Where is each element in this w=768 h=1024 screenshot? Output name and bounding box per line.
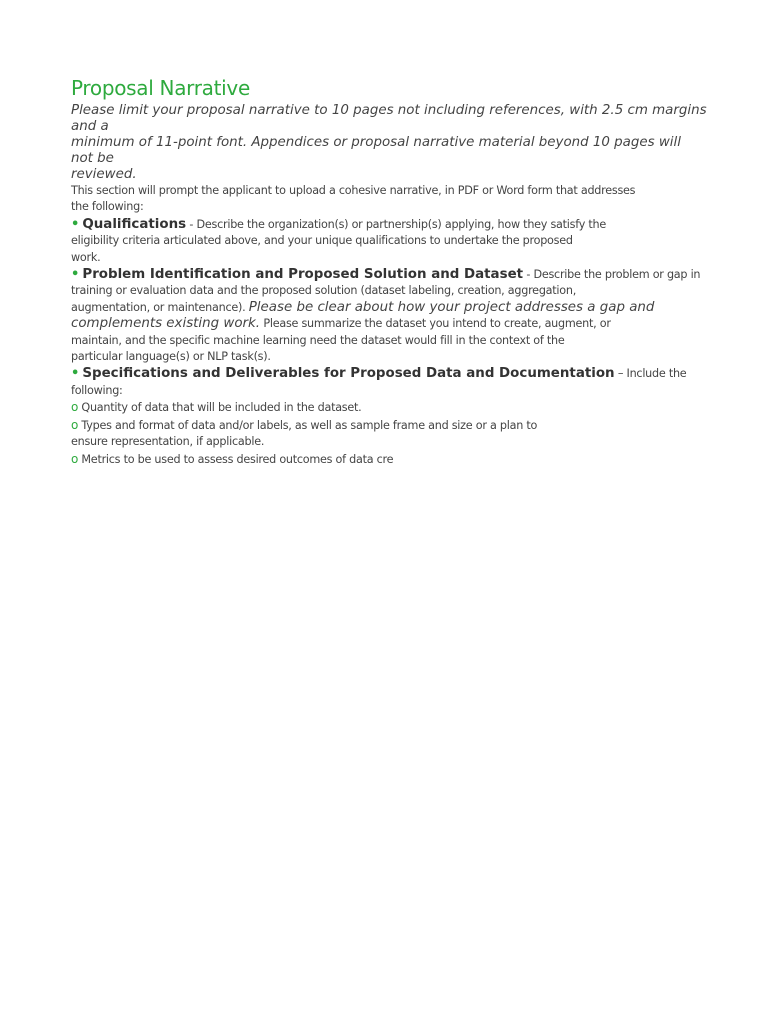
sub-list-item (71, 417, 701, 434)
sub-item-text: Metrics to be used to assess desired outcomes of data cre (81, 452, 394, 466)
intro-line: Please limit your proposal narrative to 10 pages not including references, with 2.5 cm margins (71, 103, 707, 118)
section-body (71, 183, 701, 468)
bullet-text: - Describe the problem or gap in (523, 268, 701, 282)
bullet-text-line: particular language(s) or NLP task(s). (71, 350, 271, 364)
sub-bullet-marker: o (71, 417, 79, 432)
bullet-text: Please summarize the dataset you intend to create, augment, or (260, 317, 611, 331)
bullet-emphasis: complements existing work. (71, 316, 261, 332)
bullet-text-line: training or evaluation data and the proposed solution (dataset labeling, creation, aggregation, (71, 284, 577, 298)
bullet-text: - Describe the organization(s) or partnership(s) applying, how they satisfy the (186, 217, 606, 231)
bullet-text-line (71, 316, 701, 332)
bullet-heading: Qualifications (82, 216, 187, 232)
bullet-text-line: eligibility criteria articulated above, and your unique qualifications to undertake the proposed (71, 234, 573, 248)
bullet-item-qualifications (71, 217, 701, 233)
sub-item-text: Quantity of data that will be included in the dataset. (81, 401, 362, 415)
intro-line: not be (71, 151, 114, 166)
bullet-text: – Include the (614, 367, 687, 381)
sub-item-text: Types and format of data and/or labels, as well as sample frame and size or a plan to (81, 418, 538, 432)
intro-line: reviewed. (71, 167, 137, 182)
bullet-text: augmentation, or maintenance). (71, 300, 249, 314)
sub-bullet-marker: o (71, 400, 79, 415)
bullet-heading: Problem Identification and Proposed Solution and Dataset (82, 267, 524, 283)
sub-list-item (71, 451, 701, 468)
bullet-text-line (71, 300, 701, 316)
bullet-heading: Specifications and Deliverables for Proposed Data and Documentation (82, 366, 615, 382)
bullet-marker: • (71, 216, 80, 232)
document-page (71, 76, 707, 468)
sub-item-text-line: ensure representation, if applicable. (71, 435, 265, 449)
bullet-emphasis: Please be clear about how your project addresses a gap and (248, 299, 655, 315)
bullet-text-line: work. (71, 250, 101, 264)
intro-paragraph (71, 103, 707, 183)
bullet-marker: • (71, 366, 80, 382)
page-title: Proposal Narrative (71, 76, 250, 100)
bullet-marker: • (71, 267, 80, 283)
intro-line: and a (71, 119, 109, 134)
section-intro-line: This section will prompt the applicant to upload a cohesive narrative, in PDF or Word form that addresses (71, 184, 636, 197)
bullet-item-problem-identification (71, 267, 701, 283)
intro-line: minimum of 11-point font. Appendices or proposal narrative material beyond 10 pages will (71, 135, 681, 150)
section-intro-line: the following: (71, 200, 144, 214)
sub-bullet-marker: o (71, 451, 79, 466)
bullet-text-line: following: (71, 383, 123, 397)
bullet-text-line: maintain, and the specific machine learning need the dataset would fill in the context of the (71, 333, 565, 347)
bullet-item-specifications (71, 366, 701, 382)
sub-list-item (71, 399, 701, 416)
